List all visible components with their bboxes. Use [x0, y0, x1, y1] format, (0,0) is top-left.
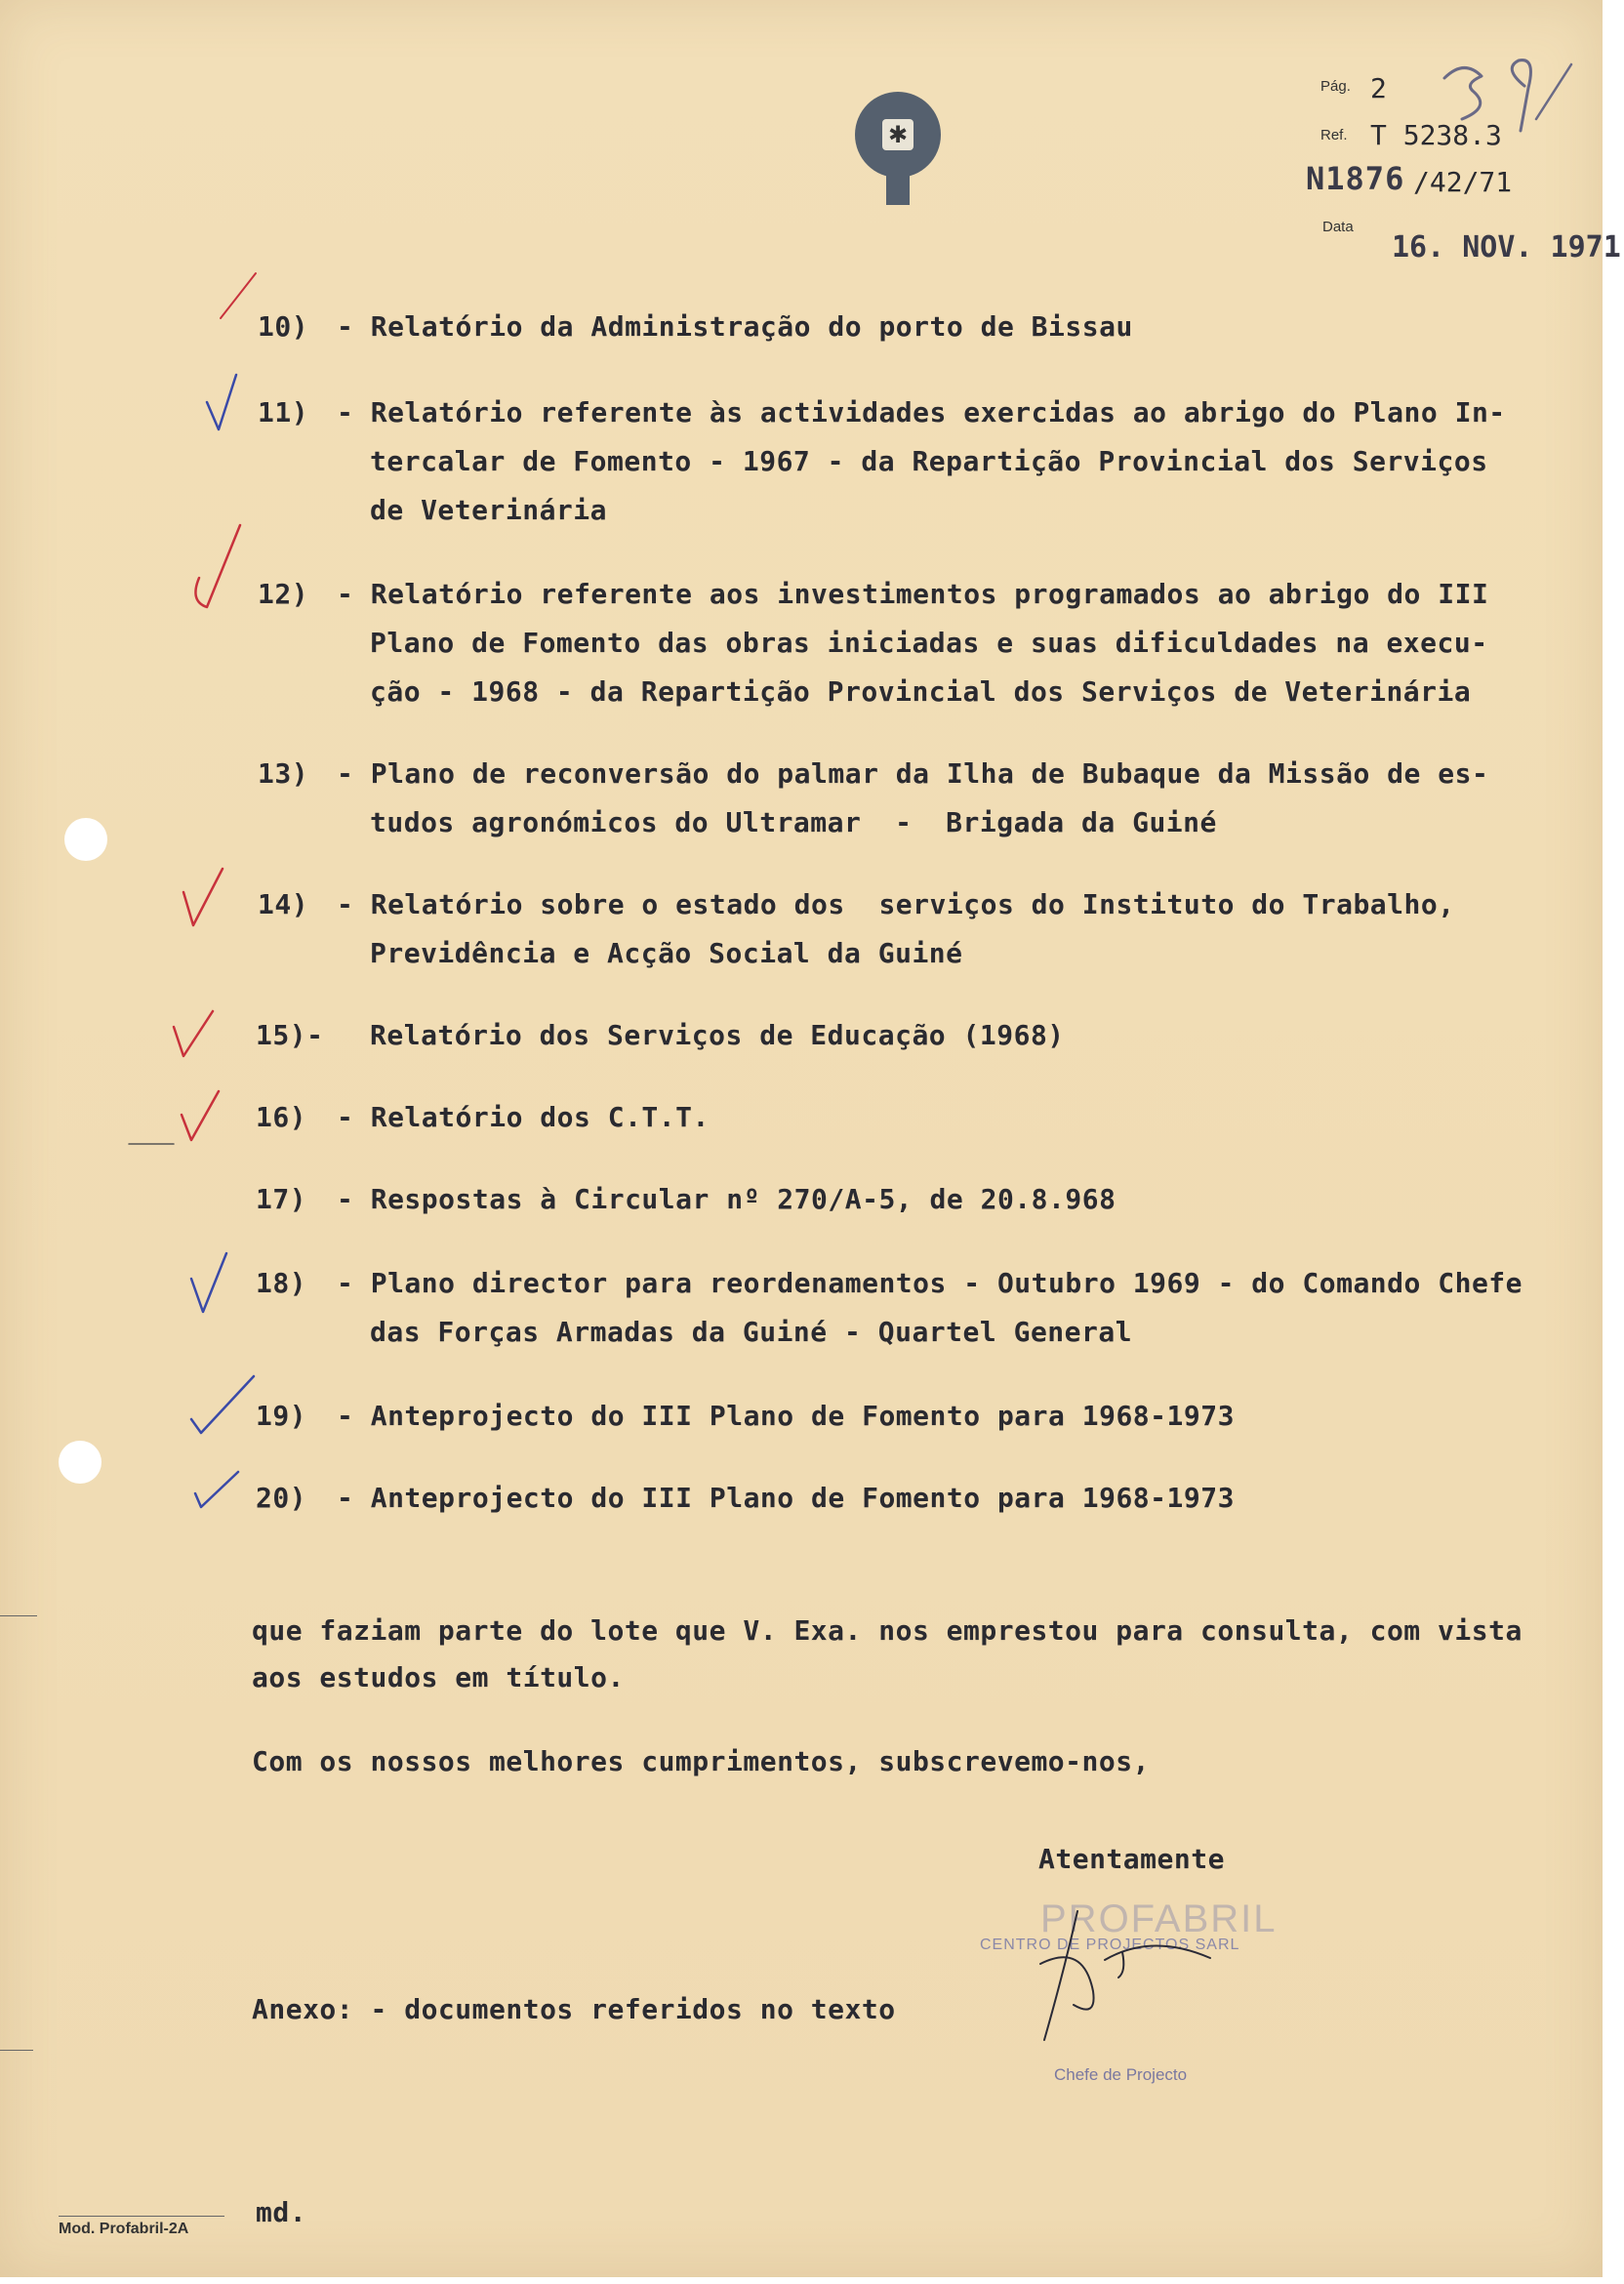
handwritten-folio-number	[1435, 49, 1581, 137]
pag-label: Pág.	[1320, 78, 1351, 95]
form-code: Mod. Profabril-2A	[59, 2221, 189, 2237]
check-mark-18	[185, 1249, 244, 1318]
footer-rule	[59, 2216, 224, 2217]
item-11-line2: tercalar de Fomento - 1967 - da Repartição Provincial dos Serviços	[370, 445, 1488, 477]
item-12-line3: ção - 1968 - da Repartição Provincial dos Serviços de Veterinária	[370, 675, 1472, 708]
closing-paragraph-line2: aos estudos em título.	[252, 1661, 625, 1693]
handwritten-signature	[1025, 1903, 1220, 2050]
typist-initials: md.	[256, 2196, 307, 2228]
item-13-line1: - Plano de reconversão do palmar da Ilha de Bubaque da Missão de es-	[337, 757, 1489, 790]
item-19-line1: - Anteprojecto do III Plano de Fomento para 1968-1973	[337, 1400, 1235, 1432]
item-16-line1: - Relatório dos C.T.T.	[337, 1101, 710, 1133]
margin-fold-mark-2	[0, 2050, 33, 2051]
item-12-number: 12)	[258, 578, 309, 610]
item-11-line3: de Veterinária	[370, 494, 608, 526]
item-13-line2: tudos agronómicos do Ultramar - Brigada da Guiné	[370, 806, 1217, 838]
item-11-number: 11)	[258, 396, 309, 428]
data-label: Data	[1322, 219, 1354, 235]
check-mark-12	[185, 519, 254, 613]
date-stamp: 16. NOV. 1971	[1392, 230, 1621, 265]
item-12-line1: - Relatório referente aos investimentos programados ao abrigo do III	[337, 578, 1489, 610]
check-mark-11	[201, 367, 250, 435]
ref-value: T 5238.3	[1370, 119, 1502, 151]
sign-off: Atentamente	[1038, 1843, 1225, 1875]
item-16-number: 16)	[256, 1101, 307, 1133]
company-logo	[847, 90, 949, 205]
item-10-number: 10)	[258, 310, 309, 343]
item-18-line2: das Forças Armadas da Guiné - Quartel General	[370, 1316, 1133, 1348]
annex-line: Anexo: - documentos referidos no texto	[252, 1993, 896, 2025]
check-mark-19	[185, 1370, 264, 1439]
signatory-role: Chefe de Projecto	[1054, 2065, 1188, 2084]
item-14-number: 14)	[258, 888, 309, 920]
item-20-number: 20)	[256, 1482, 307, 1514]
svg-text:✱: ✱	[887, 121, 909, 148]
item-15-line1: Relatório dos Serviços de Educação (1968)	[370, 1019, 1065, 1051]
item-17-line1: - Respostas à Circular nº 270/A-5, de 20.8.968	[337, 1183, 1116, 1215]
check-mark-10	[217, 269, 265, 328]
closing-paragraph-line1: que faziam parte do lote que V. Exa. nos emprestou para consulta, com vista	[252, 1614, 1522, 1647]
item-18-number: 18)	[256, 1267, 307, 1299]
check-mark-15	[170, 1005, 228, 1064]
ref-label: Ref.	[1320, 127, 1348, 143]
item-10-line1: - Relatório da Administração do porto de Bissau	[337, 310, 1133, 343]
firm-stamp-name: PROFABRIL	[1040, 1897, 1278, 1940]
item-18-line1: - Plano director para reordenamentos - Outubro 1969 - do Comando Chefe	[337, 1267, 1523, 1299]
pag-value: 2	[1370, 72, 1387, 104]
punch-hole-top	[64, 818, 107, 861]
item-17-number: 17)	[256, 1183, 307, 1215]
closing-greeting: Com os nossos melhores cumprimentos, subscrevemo-nos,	[252, 1745, 1150, 1777]
ref-stamp-suffix: /42/71	[1413, 166, 1513, 198]
item-19-number: 19)	[256, 1400, 307, 1432]
item-15-number: 15)-	[256, 1019, 324, 1051]
margin-fold-mark-1	[0, 1615, 37, 1616]
check-mark-20	[191, 1464, 260, 1513]
firm-stamp-subtitle: CENTRO DE PROJECTOS SARL	[980, 1937, 1240, 1953]
item-12-line2: Plano de Fomento das obras iniciadas e suas dificuldades na execu-	[370, 627, 1488, 659]
punch-hole-bottom	[59, 1441, 102, 1484]
item-11-line1: - Relatório referente às actividades exercidas ao abrigo do Plano In-	[337, 396, 1506, 428]
item-13-number: 13)	[258, 757, 309, 790]
check-mark-16	[127, 1085, 224, 1154]
ref-stamp-number: N1876	[1306, 160, 1405, 197]
item-14-line1: - Relatório sobre o estado dos serviços do Instituto do Trabalho,	[337, 888, 1455, 920]
item-20-line1: - Anteprojecto do III Plano de Fomento para 1968-1973	[337, 1482, 1235, 1514]
check-mark-14	[178, 863, 236, 931]
item-14-line2: Previdência e Acção Social da Guiné	[370, 937, 963, 969]
